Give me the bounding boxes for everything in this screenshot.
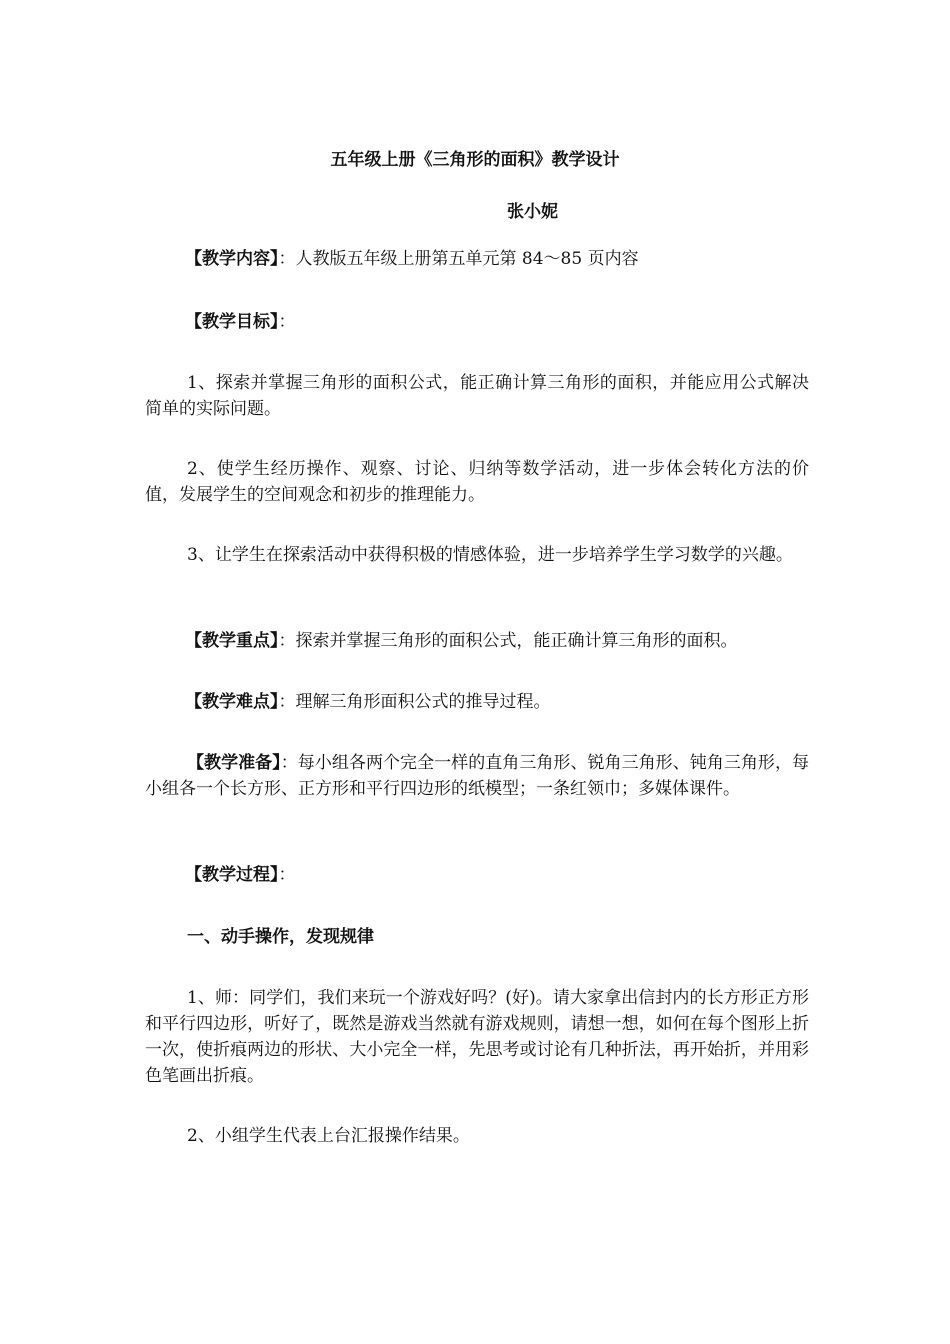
author-name: 张小妮 <box>507 202 558 222</box>
teaching-goals-suffix: ： <box>278 312 296 332</box>
goal-1: 1、探索并掌握三角形的面积公式，能正确计算三角形的面积，并能应用公式解决简单的实际问题。 <box>145 373 809 419</box>
teaching-preparation <box>145 750 809 802</box>
goal-2: 2、使学生经历操作、观察、讨论、归纳等数学活动，进一步体会转化方法的价值，发展学生的空间观念和初步的推理能力。 <box>145 459 809 505</box>
teaching-content-label: 【教学内容】 <box>185 249 279 269</box>
teaching-process-label: 【教学过程】 <box>185 865 279 885</box>
goal-3: 3、让学生在探索活动中获得积极的情感体验，进一步培养学生学习数学的兴趣。 <box>187 545 793 565</box>
teaching-content-text: ：人教版五年级上册第五单元第 84～85 页内容 <box>278 249 639 269</box>
teaching-key-text: ：探索并掌握三角形的面积公式，能正确计算三角形的面积。 <box>278 631 738 651</box>
teaching-content <box>185 247 639 271</box>
teaching-goals-heading <box>185 310 296 334</box>
section-1-heading: 一、动手操作，发现规律 <box>187 927 374 947</box>
document-title: 五年级上册《三角形的面积》教学设计 <box>330 150 620 170</box>
teaching-difficulty <box>185 690 551 714</box>
teaching-goals-label: 【教学目标】 <box>185 312 279 332</box>
teaching-difficulty-text: ：理解三角形面积公式的推导过程。 <box>278 692 551 712</box>
teaching-key-point <box>185 629 738 653</box>
step-2: 2、小组学生代表上台汇报操作结果。 <box>187 1126 470 1146</box>
teaching-process-heading <box>185 863 296 887</box>
step-1: 1、师：同学们，我们来玩一个游戏好吗？(好)。请大家拿出信封内的长方形正方形和平行四边形，听好了，既然是游戏当然就有游戏规则，请想一想，如何在每个图形上折一次，使折痕两边的形状、大小完全一样，先思考或讨论有几种折法，再开始折，并用彩色笔画出折痕。 <box>145 988 809 1086</box>
teaching-key-label: 【教学重点】 <box>185 631 279 651</box>
teaching-process-suffix: ： <box>278 865 296 885</box>
teaching-preparation-label: 【教学准备】 <box>187 753 281 773</box>
teaching-difficulty-label: 【教学难点】 <box>185 692 279 712</box>
teaching-preparation-text: ：每小组各两个完全一样的直角三角形、锐角三角形、钝角三角形，每小组各一个长方形、正方形和平行四边形的纸模型；一条红领巾；多媒体课件。 <box>145 753 809 799</box>
